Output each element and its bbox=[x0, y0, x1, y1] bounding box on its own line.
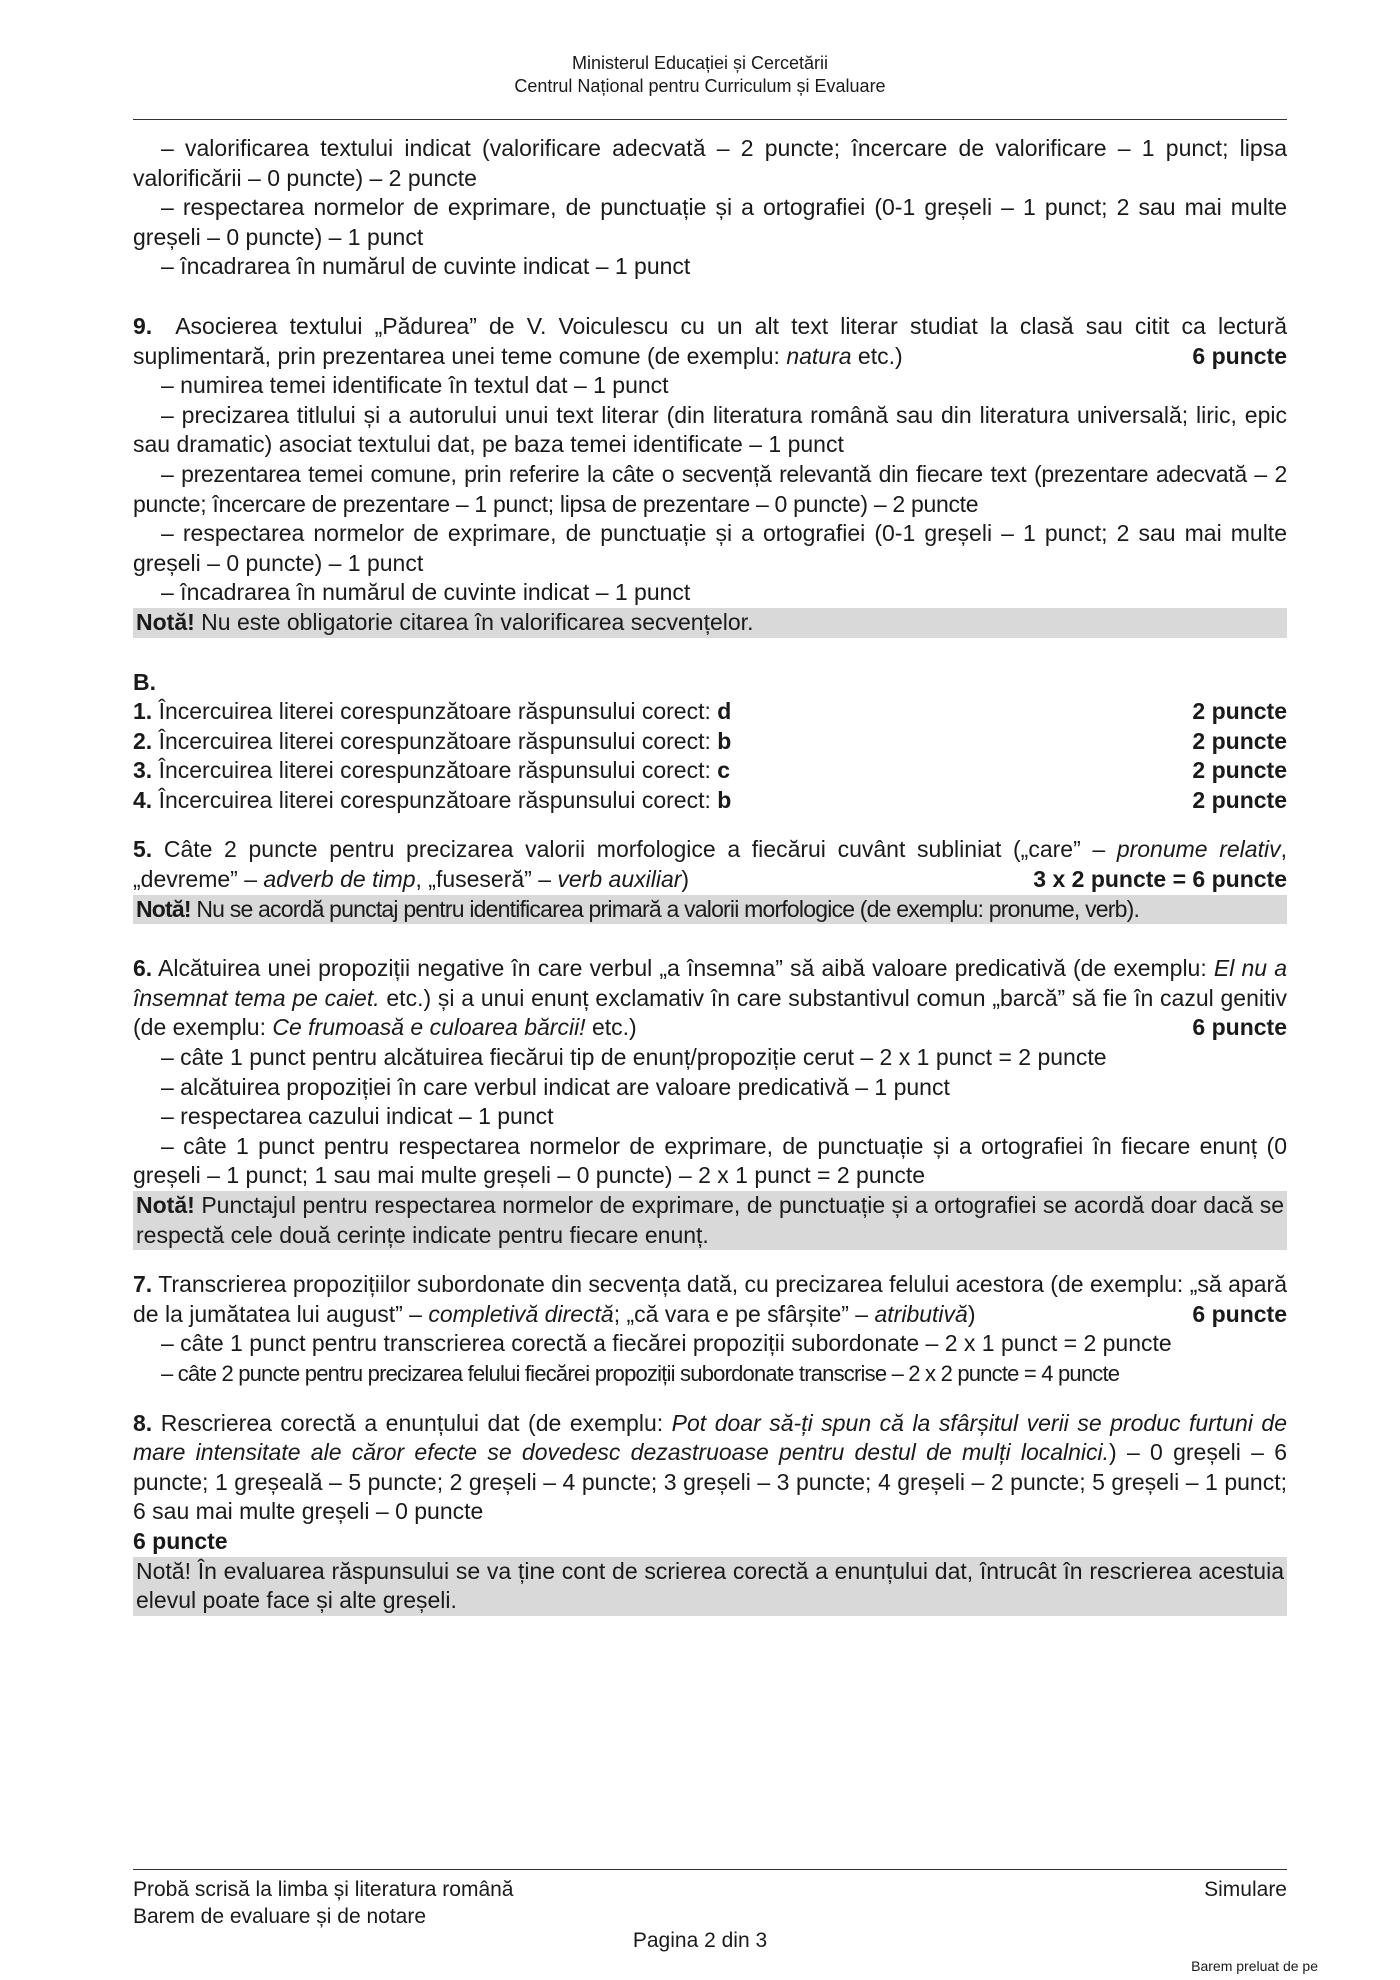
footer-exam-name: Probă scrisă la limba și literatura română bbox=[133, 1878, 514, 1901]
note-box: Notă! Punctajul pentru respectarea normelor de exprimare, de punctuație și a ortografiei se acordă doar dacă se respectă cele două cerințe indicate pentru fiecare enunț. bbox=[133, 1191, 1287, 1250]
page-number: Pagina 2 din 3 bbox=[632, 1929, 768, 1952]
item-points-line: 6 puncte bbox=[133, 1527, 228, 1554]
note-box: Notă! În evaluarea răspunsului se va ține cont de scrierea corectă a enunțului dat, întrucât în rescrierea acestuia elevul poate face și alte greșeli. bbox=[133, 1557, 1287, 1616]
item-9-statement: 9. Asocierea textului „Pădurea” de V. Voiculescu cu un alt text literar studiat la clasă sau citit ca lectură suplimentară, prin prezentarea unei teme comune (de exemplu: natura etc.) 6 puncte bbox=[133, 312, 1287, 371]
item-number: 9. bbox=[133, 312, 153, 339]
criterion-line: – respectarea normelor de exprimare, de punctuație și a ortografiei (0-1 greșeli – 1 punct; 2 sau mai multe greșeli – 0 puncte) – 1 punct bbox=[133, 520, 1287, 576]
criterion-line: – alcătuirea propoziției în care verbul indicat are valoare predicativă – 1 punct bbox=[161, 1073, 950, 1100]
criterion-line: – câte 2 puncte pentru precizarea felului fiecărei propoziții subordonate transcrise – 2 x 2 puncte = 4 puncte bbox=[161, 1360, 1120, 1386]
criterion-line: – câte 1 punct pentru transcrierea corectă a fiecărei propoziții subordonate – 2 x 1 punct = 2 puncte bbox=[161, 1330, 1172, 1357]
page-header bbox=[0, 52, 1400, 98]
criterion-line: – valorificarea textului indicat (valorificare adecvată – 2 puncte; încercare de valorificare – 1 punct; lipsa valorificării – 0 puncte) – 2 puncte bbox=[133, 135, 1287, 191]
item-points: 2 puncte bbox=[1192, 727, 1287, 754]
item-8-statement: 8. Rescrierea corectă a enunțului dat (de exemplu: Pot doar să-ți spun că la sfârșitul verii se produc furtuni de mare intensitate ale căror efecte se dovedesc dezastruoase pentru destul de mulți localnici.) – 0 greșeli – 6 puncte; 1 greșeală – 5 puncte; 2 greșeli – 4 puncte; 3 greșeli – 3 puncte; 4 greșeli – 2 puncte; 5 greșeli – 1 punct; 6 sau mai multe greșeli – 0 puncte bbox=[133, 1409, 1287, 1525]
b-item-row: 1. Încercuirea literei corespunzătoare răspunsului corect: d 2 puncte bbox=[133, 697, 1287, 727]
header-ministry: Ministerul Educației și Cercetării bbox=[571, 53, 829, 73]
answer-letter: b bbox=[717, 727, 732, 754]
header-center: Centrul Național pentru Curriculum și Evaluare bbox=[514, 76, 886, 96]
answer-letter: b bbox=[717, 786, 732, 813]
criterion-line: – câte 1 punct pentru alcătuirea fiecărui tip de enunț/propoziție cerut – 2 x 1 punct = 2 puncte bbox=[161, 1044, 1107, 1071]
criterion-line: – prezentarea temei comune, prin referire la câte o secvență relevantă din fiecare text (prezentare adecvată – 2 puncte; încercare de prezentare – 1 punct; lipsa de prezentare – 0 puncte) – 2 puncte bbox=[133, 460, 1287, 517]
criterion-line: – încadrarea în numărul de cuvinte indicat – 1 punct bbox=[161, 579, 691, 606]
criterion-line: – precizarea titlului și a autorului unui text literar (din literatura română sau din literatura universală; liric, epic sau dramatic) asociat textului dat, pe baza temei identificate – 1 punct bbox=[133, 401, 1287, 458]
b-item-row: 3. Încercuirea literei corespunzătoare răspunsului corect: c 2 puncte bbox=[133, 756, 1287, 786]
criterion-line: – încadrarea în numărul de cuvinte indicat – 1 punct bbox=[161, 253, 691, 280]
item-points: 2 puncte bbox=[1192, 698, 1287, 725]
document-body bbox=[133, 134, 1287, 1616]
note-box: Notă! Nu este obligatorie citarea în valorificarea secvențelor. bbox=[133, 608, 1287, 638]
criterion-line: – câte 1 punct pentru respectarea normelor de exprimare, de punctuație și a ortografiei în fiecare enunț (0 greșeli – 1 punct; 1 sau mai multe greșeli – 0 puncte) – 2 x 1 punct = 2 puncte bbox=[133, 1132, 1287, 1189]
header-divider bbox=[133, 119, 1287, 120]
answer-letter: c bbox=[717, 757, 731, 784]
page-footer bbox=[133, 1876, 1287, 1930]
item-points: 2 puncte bbox=[1192, 786, 1287, 813]
criterion-line: – numirea temei identificate în textul dat – 1 punct bbox=[161, 372, 669, 399]
b-item-row: 2. Încercuirea literei corespunzătoare răspunsului corect: b 2 puncte bbox=[133, 727, 1287, 757]
criterion-line: – respectarea cazului indicat – 1 punct bbox=[161, 1103, 554, 1130]
item-6-statement: 6. Alcătuirea unei propoziții negative în care verbul „a însemna” să aibă valoare predicativă (de exemplu: El nu a însemnat tema pe caiet. etc.) și a unui enunț exclamativ în care substantivul comun „barcă” să fie în cazul genitiv (de exemplu: Ce frumoasă e culoarea bărcii! etc.) 6 puncte bbox=[133, 954, 1287, 1043]
b-item-row: 4. Încercuirea literei corespunzătoare răspunsului corect: b 2 puncte bbox=[133, 786, 1287, 816]
item-points: 6 puncte bbox=[1192, 342, 1287, 369]
item-7-statement: 7. Transcrierea propozițiilor subordonate din secvența dată, cu precizarea felului acestora (de exemplu: „să apară de la jumătatea lui august” – completivă directă; „că vara e pe sfârșite” – atributivă) 6 puncte bbox=[133, 1270, 1287, 1329]
footer-session: Simulare bbox=[1204, 1878, 1287, 1901]
criterion-line: – respectarea normelor de exprimare, de punctuație și a ortografiei (0-1 greșeli – 1 punct; 2 sau mai multe greșeli – 0 puncte) – 1 punct bbox=[133, 194, 1287, 250]
footer-divider bbox=[133, 1869, 1287, 1870]
footer-doc-type: Barem de evaluare și de notare bbox=[133, 1905, 427, 1928]
item-points: 3 x 2 puncte = 6 puncte bbox=[1033, 866, 1287, 893]
answer-letter: d bbox=[717, 698, 732, 725]
item-points: 2 puncte bbox=[1192, 757, 1287, 784]
source-credit: Barem preluat de pe bbox=[1191, 1958, 1318, 1974]
section-label: B. bbox=[133, 668, 156, 695]
item-points: 6 puncte bbox=[1192, 1014, 1287, 1041]
note-box: Notă! Nu se acordă punctaj pentru identificarea primară a valorii morfologice (de exemplu: pronume, verb). bbox=[133, 895, 1287, 925]
item-5-statement: 5. Câte 2 puncte pentru precizarea valorii morfologice a fiecărui cuvânt subliniat („care” – pronume relativ, „devreme” – adverb de timp, „fuseseră” – verb auxiliar) 3 x 2 puncte = 6 puncte bbox=[133, 835, 1287, 894]
item-points: 6 puncte bbox=[1192, 1300, 1287, 1327]
